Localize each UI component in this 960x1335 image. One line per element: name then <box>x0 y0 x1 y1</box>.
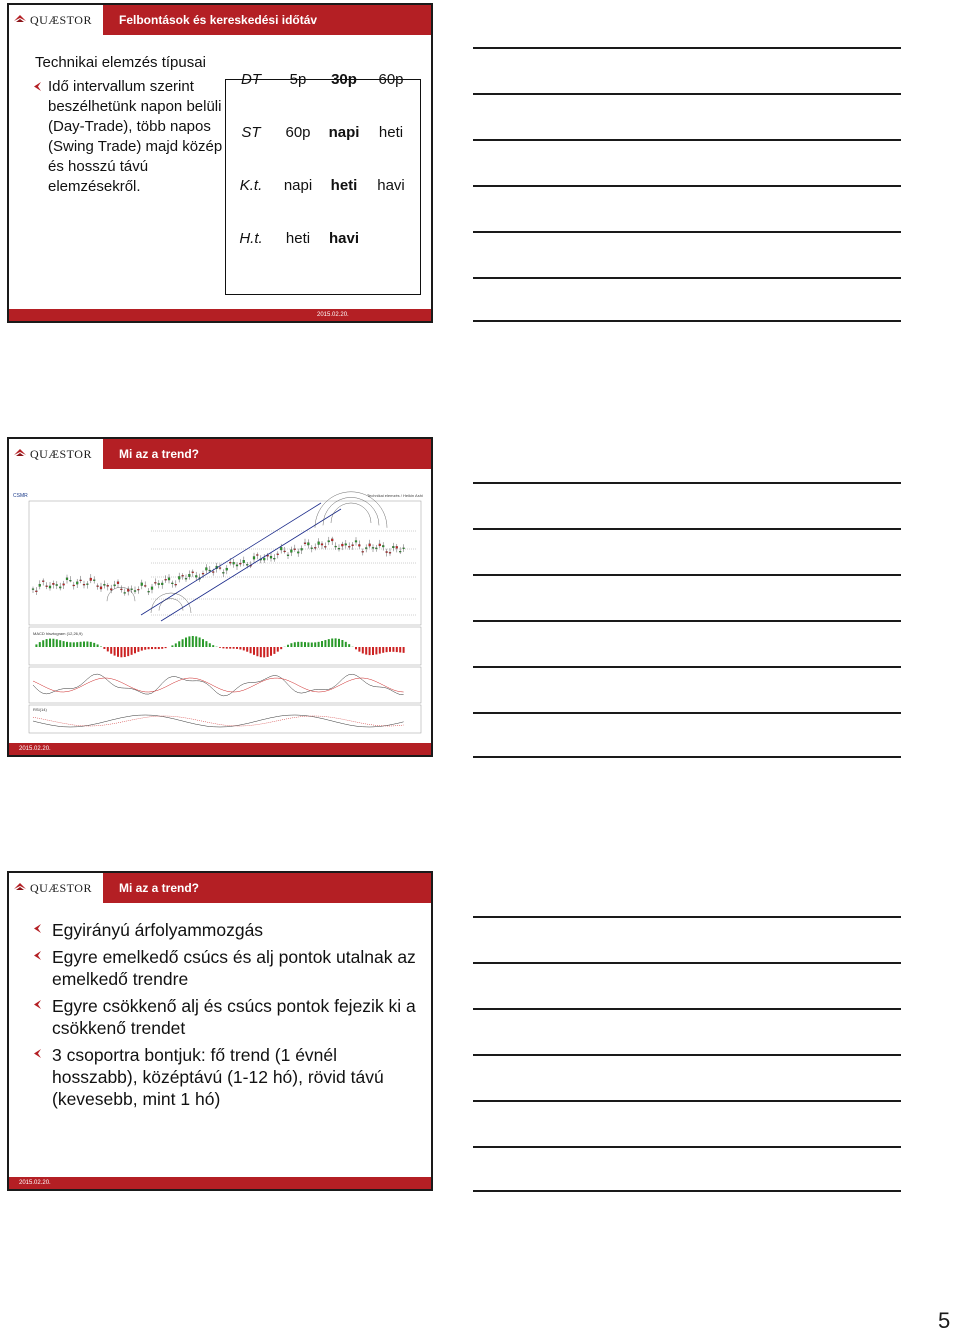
chart-histogram-bar <box>165 647 167 648</box>
chart-candle-body <box>141 583 143 586</box>
chart-candle-body <box>362 551 364 552</box>
table-cell: heti <box>330 177 358 194</box>
page-number: 5 <box>938 1308 951 1333</box>
chart-candle-body <box>165 579 167 580</box>
chart-histogram-bar <box>307 642 309 647</box>
chart-histogram-bar <box>267 647 269 657</box>
chart-candle-body <box>277 554 279 555</box>
chart-candle-body <box>66 578 68 580</box>
chart-candle-body <box>239 563 241 564</box>
chart-candle-body <box>335 546 337 547</box>
chart-candle-body <box>144 585 146 586</box>
chart-histogram-bar <box>97 644 99 647</box>
chart-candle-body <box>73 585 75 586</box>
chart-candle-body <box>253 556 255 559</box>
chart-candle-body <box>171 583 173 584</box>
chart-histogram-bar <box>321 641 323 647</box>
chart-candle-body <box>46 586 48 587</box>
chart-candle-body <box>202 573 204 574</box>
table-cell: 5p <box>289 71 307 88</box>
notes-line <box>473 47 901 49</box>
table-cell: DT <box>241 71 261 88</box>
bullet-text: Egyre emelkedő csúcs és alj pontok utalnak az emelkedő trendre <box>52 947 416 989</box>
chart-histogram-bar <box>212 645 214 647</box>
bullet-icon <box>33 1048 42 1059</box>
bullet-item <box>33 1044 423 1110</box>
chart-histogram-bar <box>229 647 231 649</box>
chart-histogram-bar <box>246 647 248 652</box>
chart-candle-body <box>226 568 228 570</box>
notes-line <box>473 916 901 918</box>
chart-histogram-bar <box>209 643 211 647</box>
chart-histogram-bar <box>250 647 252 653</box>
chart-histogram-bar <box>148 647 150 649</box>
chart-candle-body <box>59 587 61 588</box>
chart-histogram-bar <box>124 647 126 657</box>
notes-line <box>473 277 901 279</box>
chart-candle-body <box>100 587 102 589</box>
chart-candle-body <box>369 544 371 546</box>
chart-histogram-bar <box>253 647 255 655</box>
bullet-icon <box>33 923 42 934</box>
chart-histogram-bar <box>256 647 258 656</box>
chart-panel4-label: RSI(14) <box>33 707 47 712</box>
chart-candle-body <box>301 548 303 550</box>
chart-candle-body <box>294 549 296 550</box>
chart-histogram-bar <box>178 641 180 647</box>
chart-histogram-bar <box>103 647 105 649</box>
bullet-icon <box>33 950 42 961</box>
chart-candle-body <box>233 562 235 564</box>
table-row <box>225 106 413 159</box>
slide-header <box>9 439 431 469</box>
table-row <box>225 159 413 212</box>
notes-line <box>473 962 901 964</box>
table-cell: 60p <box>378 71 404 88</box>
chart-histogram-bar <box>158 647 160 649</box>
chart-histogram-bar <box>117 647 119 657</box>
notes-line <box>473 666 901 668</box>
chart-histogram-bar <box>76 642 78 647</box>
chart-histogram-bar <box>290 643 292 647</box>
chart-candle-body <box>229 562 231 563</box>
chart-histogram-bar <box>154 647 156 649</box>
chart-candle-body <box>345 544 347 546</box>
chart-histogram-bar <box>171 645 173 647</box>
logo-text: QUÆSTOR <box>30 880 92 895</box>
table-cell: 60p <box>285 124 311 141</box>
chart-candle-body <box>168 578 170 580</box>
chart-candle-body <box>273 558 275 559</box>
logo <box>9 439 103 469</box>
chart-candle-body <box>161 583 163 585</box>
chart-candle-body <box>270 556 272 558</box>
chart-candle-body <box>93 580 95 581</box>
chart-histogram-bar <box>80 642 82 647</box>
chart-candle-body <box>280 547 282 550</box>
notes-line <box>473 756 901 758</box>
chart-candle-body <box>307 543 309 545</box>
chart-candle-body <box>324 546 326 547</box>
table-cell: heti <box>285 230 311 247</box>
chart-candle-body <box>86 584 88 585</box>
chart-histogram-bar <box>90 642 92 647</box>
slide-title: Mi az a trend? <box>103 439 431 469</box>
chart-candle-body <box>32 589 34 590</box>
chart-candle-body <box>103 584 105 585</box>
notes-line <box>473 574 901 576</box>
chart-histogram-bar <box>202 639 204 647</box>
slide-footer <box>9 1177 431 1189</box>
slide-footer <box>9 309 431 321</box>
chart-candle-body <box>80 580 82 581</box>
chart-histogram-bar <box>59 640 61 647</box>
chart-histogram-bar <box>236 647 238 649</box>
chart-candle-body <box>399 551 401 552</box>
chart-candle-body <box>338 548 340 549</box>
chart-histogram-bar <box>280 647 282 649</box>
table-cell <box>369 212 413 265</box>
chart-candle-body <box>63 584 65 586</box>
chart-histogram-bar <box>192 636 194 647</box>
table-row <box>225 212 413 265</box>
slide-title: Felbontások és kereskedési időtáv <box>103 5 431 35</box>
chart-histogram-bar <box>345 642 347 647</box>
chart-histogram-bar <box>141 647 143 651</box>
chart-histogram-bar <box>69 642 71 647</box>
chart-candle-body <box>311 548 313 549</box>
chart-candle-body <box>39 584 41 586</box>
chart-histogram-bar <box>46 639 48 647</box>
chart-histogram-bar <box>331 638 333 647</box>
chart-candle-body <box>348 546 350 547</box>
chart-histogram-bar <box>226 647 228 649</box>
quaestor-logo-icon <box>13 447 27 461</box>
bullet-icon <box>33 999 42 1010</box>
chart-histogram-bar <box>222 647 224 648</box>
chart-candle-body <box>365 548 367 549</box>
slide-title: Mi az a trend? <box>103 873 431 903</box>
table-cell: havi <box>328 230 359 247</box>
slide-header <box>9 873 431 903</box>
chart-candle-body <box>331 539 333 541</box>
chart-histogram-bar <box>188 636 190 647</box>
notes-line <box>473 1100 901 1102</box>
chart-candle-body <box>212 572 214 573</box>
chart-candle-body <box>114 585 116 586</box>
chart-candle-body <box>195 575 197 577</box>
chart-histogram-bar <box>341 640 343 647</box>
table-cell: H.t. <box>239 230 263 247</box>
chart-histogram-bar <box>182 639 184 647</box>
chart-histogram-bar <box>161 647 163 649</box>
chart-histogram-bar <box>233 647 235 649</box>
table-cell: 30p <box>331 71 357 88</box>
chart-histogram-bar <box>372 647 374 655</box>
bullet-icon <box>33 81 42 92</box>
chart-histogram-bar <box>362 647 364 653</box>
bullet-item <box>33 995 423 1039</box>
chart-candle-body <box>243 560 245 563</box>
chart-histogram-bar <box>219 647 221 648</box>
chart-candle-body <box>148 591 150 592</box>
trend-chart-image <box>11 487 431 743</box>
chart-candle-body <box>131 589 133 590</box>
chart-candle-body <box>256 555 258 556</box>
chart-candle-body <box>403 548 405 549</box>
chart-candle-body <box>134 590 136 591</box>
chart-panel2-label: MACD hisztogram (12,26,9) <box>33 631 83 636</box>
chart-histogram-bar <box>66 642 68 647</box>
slide-body <box>33 919 423 1115</box>
chart-histogram-bar <box>35 644 37 647</box>
table-cell: napi <box>328 124 360 141</box>
chart-ticker: CSMR <box>13 493 28 499</box>
chart-histogram-bar <box>263 647 265 657</box>
chart-histogram-bar <box>270 647 272 656</box>
chart-histogram-bar <box>324 640 326 647</box>
chart-histogram-bar <box>73 642 75 647</box>
chart-candle-body <box>205 568 207 571</box>
slide-date: 2015.02.20. <box>19 746 51 752</box>
logo-text: QUÆSTOR <box>30 12 92 27</box>
chart-candle-body <box>290 550 292 553</box>
notes-line <box>473 93 901 95</box>
chart-candle-body <box>222 572 224 573</box>
chart-candle-body <box>76 582 78 584</box>
logo <box>9 5 103 35</box>
slide-date: 2015.02.20. <box>19 1180 51 1186</box>
chart-histogram-bar <box>365 647 367 655</box>
chart-candle-body <box>110 589 112 591</box>
chart-histogram-bar <box>52 639 54 647</box>
chart-candle-body <box>56 584 58 585</box>
chart-candle-body <box>192 572 194 573</box>
chart-candle-body <box>246 564 248 565</box>
table-cell: havi <box>377 177 405 194</box>
chart-histogram-bar <box>318 642 320 647</box>
chart-candle-body <box>392 546 394 548</box>
chart-candle-body <box>341 544 343 546</box>
chart-candle-body <box>219 568 221 569</box>
chart-histogram-bar <box>399 647 401 653</box>
notes-line <box>473 320 901 322</box>
slide-date: 2015.02.20. <box>317 312 349 318</box>
chart-histogram-bar <box>335 638 337 647</box>
chart-candle-body <box>297 552 299 553</box>
chart-histogram-bar <box>205 641 207 647</box>
chart-candle-body <box>263 558 265 560</box>
chart-histogram-bar <box>379 647 381 654</box>
chart-candle-body <box>175 584 177 585</box>
notes-line <box>473 1054 901 1056</box>
chart-candle-body <box>358 544 360 546</box>
chart-histogram-bar <box>311 643 313 647</box>
logo-text: QUÆSTOR <box>30 446 92 461</box>
chart-candle-body <box>188 574 190 577</box>
chart-histogram-bar <box>39 642 41 647</box>
quaestor-logo-icon <box>13 881 27 895</box>
chart-candle-body <box>97 586 99 587</box>
notes-line <box>473 231 901 233</box>
chart-histogram-bar <box>185 638 187 647</box>
chart-histogram-bar <box>243 647 245 650</box>
chart-candle-body <box>151 587 153 590</box>
chart-candle-body <box>396 546 398 548</box>
chart-candle-body <box>69 580 71 581</box>
chart-candle-body <box>120 589 122 590</box>
chart-candle-body <box>49 586 51 588</box>
chart-candle-body <box>321 544 323 546</box>
chart-histogram-bar <box>144 647 146 650</box>
chart-histogram-bar <box>389 647 391 652</box>
chart-candle-body <box>107 585 109 586</box>
slide-3 <box>7 871 433 1191</box>
table-cell: K.t. <box>239 177 263 194</box>
chart-histogram-bar <box>175 643 177 647</box>
chart-histogram-bar <box>63 641 65 647</box>
chart-histogram-bar <box>107 647 109 651</box>
chart-histogram-bar <box>297 642 299 647</box>
chart-histogram-bar <box>195 636 197 647</box>
notes-line <box>473 482 901 484</box>
chart-histogram-bar <box>151 647 153 649</box>
chart-histogram-bar <box>114 647 116 656</box>
intro-text: Technikai elemzés típusai <box>35 54 206 71</box>
chart-candle-body <box>372 547 374 548</box>
chart-candle-body <box>328 541 330 542</box>
slide-2 <box>7 437 433 757</box>
chart-histogram-bar <box>294 642 296 647</box>
quaestor-logo-icon <box>13 13 27 27</box>
chart-candle-body <box>35 591 37 592</box>
chart-histogram-bar <box>348 644 350 647</box>
bullet-text: Idő intervallum szerint beszélhetünk napon belüli (Day-Trade), több napos (Swing Trade) majd közép és hosszú távú elemzésekről. <box>48 78 223 195</box>
chart-histogram-bar <box>83 642 85 647</box>
chart-candle-body <box>117 582 119 584</box>
chart-histogram-bar <box>403 647 405 653</box>
chart-candle-body <box>389 552 391 553</box>
chart-candle-body <box>379 544 381 546</box>
notes-line <box>473 712 901 714</box>
chart-histogram-bar <box>42 640 44 647</box>
bullet-text: Egyirányú árfolyammozgás <box>52 920 264 940</box>
chart-candle-body <box>52 583 54 584</box>
chart-candle-body <box>124 592 126 593</box>
notes-line <box>473 139 901 141</box>
chart-histogram-bar <box>137 647 139 652</box>
chart-histogram-bar <box>86 641 88 647</box>
chart-histogram-bar <box>93 643 95 647</box>
chart-candle-body <box>90 578 92 581</box>
chart-histogram-bar <box>328 639 330 647</box>
chart-candle-body <box>375 548 377 549</box>
chart-histogram-bar <box>355 647 357 649</box>
chart-histogram-bar <box>273 647 275 654</box>
chart-histogram-bar <box>199 637 201 647</box>
chart-candle-body <box>284 551 286 552</box>
table-cell: ST <box>241 124 261 141</box>
chart-candle-body <box>137 589 139 590</box>
logo <box>9 873 103 903</box>
chart-histogram-bar <box>127 647 129 656</box>
chart-histogram-bar <box>49 639 51 647</box>
chart-histogram-bar <box>369 647 371 655</box>
table-cell: heti <box>378 124 404 141</box>
slide-1 <box>7 3 433 323</box>
notes-line <box>473 620 901 622</box>
chart-candle-body <box>209 570 211 571</box>
chart-histogram-bar <box>301 642 303 647</box>
chart-histogram-bar <box>134 647 136 653</box>
notes-line <box>473 185 901 187</box>
chart-candle-body <box>382 545 384 547</box>
chart-candle-body <box>386 551 388 552</box>
chart-histogram-bar <box>277 647 279 652</box>
chart-histogram-bar <box>120 647 122 657</box>
chart-corner-label: Technikai elemzés / Heikin Ashi <box>367 493 423 498</box>
chart-histogram-bar <box>110 647 112 654</box>
notes-line <box>473 1190 901 1192</box>
chart-histogram-bar <box>131 647 133 655</box>
chart-histogram-bar <box>304 642 306 647</box>
chart-candle-body <box>318 542 320 545</box>
bullet-item <box>33 77 233 197</box>
bullet-text: 3 csoportra bontjuk: fő trend (1 évnél hosszabb), középtávú (1-12 hó), rövid távú (kevesebb, mint 1 hó) <box>52 1045 384 1109</box>
notes-line <box>473 1008 901 1010</box>
chart-histogram-bar <box>386 647 388 652</box>
chart-candle-body <box>304 543 306 544</box>
slide-header <box>9 5 431 35</box>
chart-candle-body <box>178 576 180 579</box>
chart-candle-body <box>83 584 85 585</box>
notes-line <box>473 528 901 530</box>
chart-histogram-bar <box>392 647 394 652</box>
chart-histogram-bar <box>338 639 340 647</box>
chart-candle-body <box>352 545 354 546</box>
chart-candle-body <box>355 541 357 543</box>
chart-candle-body <box>158 583 160 584</box>
timeframe-table <box>225 53 413 265</box>
chart-candle-body <box>314 547 316 548</box>
chart-histogram-bar <box>375 647 377 654</box>
chart-candle-body <box>287 555 289 556</box>
table-row <box>225 53 413 106</box>
bullet-item <box>33 946 423 990</box>
chart-histogram-bar <box>287 645 289 647</box>
bullet-text: Egyre csökkenő alj és csúcs pontok fejezik ki a csökkenő trendet <box>52 996 416 1038</box>
table-cell: napi <box>283 177 313 194</box>
chart-candle-body <box>154 582 156 583</box>
chart-histogram-bar <box>314 642 316 647</box>
slide-body <box>33 53 233 197</box>
chart-histogram-bar <box>239 647 241 649</box>
chart-histogram-bar <box>56 639 58 647</box>
chart-histogram-bar <box>260 647 262 657</box>
bullet-item <box>33 919 423 941</box>
chart-histogram-bar <box>396 647 398 652</box>
chart-candle-body <box>182 575 184 576</box>
chart-candle-body <box>185 578 187 579</box>
slide-footer <box>9 743 431 755</box>
chart-candle-body <box>42 581 44 582</box>
chart-histogram-bar <box>358 647 360 652</box>
chart-candle-body <box>236 565 238 566</box>
notes-line <box>473 1146 901 1148</box>
chart-histogram-bar <box>382 647 384 653</box>
